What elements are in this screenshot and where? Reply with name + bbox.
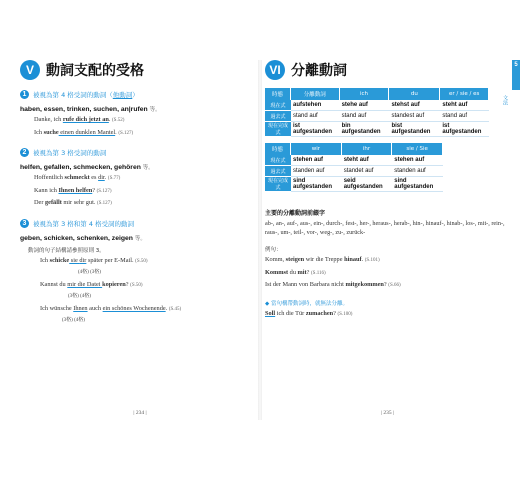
table-cell: stand auf <box>440 111 489 122</box>
table-cell: stehst auf <box>389 100 440 111</box>
example-sentence: Der gefällt mir sehr gut. (S.127) <box>34 199 112 206</box>
example-sentence: Ist der Mann von Barbara nicht mitgekommen? (S.66) <box>265 281 401 288</box>
subsection-title: 被視為第 3 格受詞的動詞 <box>33 149 107 157</box>
tense-label: 現在完成式 <box>265 122 291 137</box>
table-row <box>265 177 443 192</box>
left-page <box>20 60 260 420</box>
table-cell: standest auf <box>389 111 440 122</box>
table-cell: ist aufgestanden <box>291 122 340 137</box>
book-gutter <box>258 60 262 420</box>
examples-heading: 例句： <box>265 247 282 253</box>
table-header: sie / Sie <box>392 143 443 155</box>
subsection-title: 被視為第 4 格受詞的動詞（他動詞） <box>33 91 139 99</box>
table-cell: standet auf <box>342 166 393 177</box>
table-cell: steht auf <box>440 100 489 111</box>
table-header-row <box>265 88 489 100</box>
subsection-number: 3 <box>20 219 29 228</box>
table-header: er / sie / es <box>440 88 489 100</box>
example-sentence: Ich schicke sie dir später per E-Mail. (S.50) <box>40 256 148 264</box>
table-header: ihr <box>342 143 393 155</box>
subsection-number: 1 <box>20 90 29 99</box>
example-sentence: Kann ich Ihnen helfen? (S.127) <box>34 186 112 194</box>
table-header: ich <box>340 88 390 100</box>
section-heading-vi <box>265 60 510 80</box>
table-cell: stand auf <box>340 111 390 122</box>
table-row <box>265 100 489 111</box>
tense-label: 過去式 <box>265 166 291 177</box>
table-cell: stehen auf <box>291 155 342 166</box>
section-title: 動詞支配的受格 <box>46 63 144 79</box>
table-cell: sind aufgestanden <box>392 177 443 192</box>
tense-label: 現在式 <box>265 155 291 166</box>
example-sentence: Danke, ich rufe dich jetzt an. (S.52) <box>34 116 125 123</box>
chapter-tab-label: 文法 <box>502 95 508 105</box>
verb-list: helfen, gefallen, schmecken, gehören 等。 <box>20 164 154 171</box>
table-cell: stand auf <box>291 111 340 122</box>
example-sentence: Komm, steigen wir die Treppe hinauf. (S.101) <box>265 256 380 263</box>
table-cell: ist aufgestanden <box>440 122 489 137</box>
right-page <box>265 60 510 420</box>
table-header-row <box>265 143 443 155</box>
case-marker: (3格) (4格) <box>68 294 91 299</box>
table-header: du <box>389 88 440 100</box>
section-numeral: VI <box>265 60 285 80</box>
subsection-title: 被視為第 3 格和第 4 格受詞的動詞 <box>33 219 135 228</box>
tense-label: 現在式 <box>265 100 291 111</box>
prefix-heading: 主要的分離動詞前綴字 <box>265 210 326 217</box>
example-sentence: Hoffentlich schmeckt es dir. (S.77) <box>34 174 121 181</box>
prefix-list: ab-, an-, auf-, aus-, ein-, durch-, fest-, her-, heraus-, herab-, hin-, hinauf-, hinab-, los-, mit-, rein-, raus-, um-, teil-, vor-, weg-, zu-, zurück- <box>265 220 505 236</box>
table-header: 時態 <box>265 143 291 155</box>
page-number: | 234 | <box>133 410 147 416</box>
page-number: | 235 | <box>380 410 395 416</box>
table-cell: sind aufgestanden <box>291 177 342 192</box>
table-row <box>265 155 443 166</box>
chapter-tab-number: 5 <box>514 62 518 68</box>
subsection-heading <box>20 90 260 99</box>
conjugation-table-singular <box>265 88 489 137</box>
example-sentence: Ich wünsche Ihnen auch ein schönes Wochenende. (S.45) <box>40 304 182 312</box>
case-marker: (4格) (3格) <box>78 270 101 275</box>
example-sentence: Ich suche einen dunklen Mantel. (S.127) <box>34 128 134 136</box>
structure-note: 動詞的句子結構請參照原則 3。 <box>28 247 105 254</box>
case-marker: (3格) (4格) <box>62 318 85 323</box>
table-cell: standen auf <box>392 166 443 177</box>
tense-label: 過去式 <box>265 111 291 122</box>
section-numeral: V <box>20 60 40 80</box>
example-sentence: Kannst du mir die Datei kopieren? (S.50) <box>40 280 143 288</box>
table-cell: stehen auf <box>392 155 443 166</box>
subsection-heading <box>20 148 260 157</box>
table-cell: steht auf <box>342 155 393 166</box>
table-cell: standen auf <box>291 166 342 177</box>
chapter-tab <box>512 60 520 90</box>
table-cell: stehe auf <box>340 100 390 111</box>
table-cell: bin aufgestanden <box>340 122 390 137</box>
table-cell: aufstehen <box>291 100 340 111</box>
section-title: 分離動詞 <box>291 63 347 79</box>
example-sentence: Kommst du mit? (S.116) <box>265 268 326 276</box>
tense-label: 現在完成式 <box>265 177 291 192</box>
subsection-number: 2 <box>20 148 29 157</box>
modal-verb-note: ◆ 當句構帶動詞時，就無法分離。 <box>265 300 348 307</box>
verb-list: haben, essen, trinken, suchen, an|rufen 等。 <box>20 106 161 113</box>
table-header: wir <box>291 143 342 155</box>
table-row <box>265 122 489 137</box>
table-row <box>265 166 443 177</box>
table-cell: seid aufgestanden <box>342 177 393 192</box>
conjugation-table-plural <box>265 143 443 192</box>
example-sentence: Soll ich die Tür zumachen? (S.100) <box>265 309 353 317</box>
section-heading-v <box>20 60 260 80</box>
subsection-heading <box>20 219 260 228</box>
verb-list: geben, schicken, schenken, zeigen 等。 <box>20 234 146 242</box>
table-cell: bist aufgestanden <box>389 122 440 137</box>
table-header: 分離動詞 <box>291 88 340 100</box>
table-row <box>265 111 489 122</box>
table-header: 時態 <box>265 88 291 100</box>
